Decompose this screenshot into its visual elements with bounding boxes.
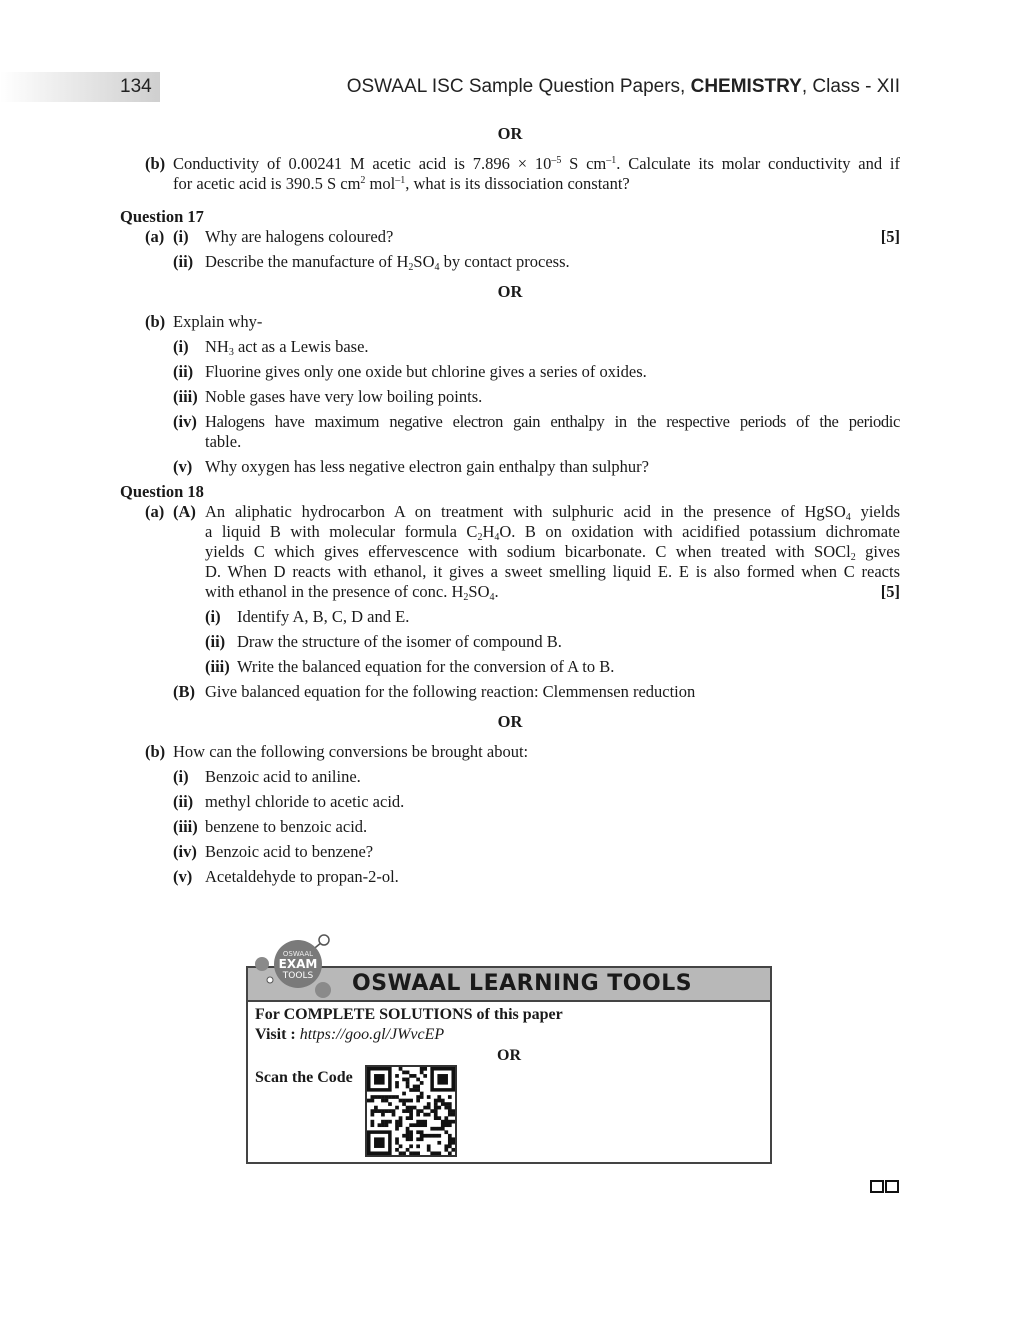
qr-module [399,1144,403,1148]
qr-module [451,1141,455,1145]
q16b-text-1 [173,154,900,174]
qr-module [437,1141,441,1145]
qr-module [420,1134,424,1138]
qr-code[interactable] [365,1065,457,1157]
item-text: Identify A, B, C, D and E. [237,607,410,626]
qr-module [427,1148,431,1152]
qr-module [420,1137,424,1141]
item-label: (iii) [205,657,230,676]
text-run: , what is its dissociation constant? [405,174,630,193]
qr-module [423,1123,427,1127]
text-run: O. B on oxidation with acidified potassium dichromate [499,522,900,541]
qr-module [427,1113,431,1117]
title-subject: CHEMISTRY [690,76,802,97]
superscript: –1 [395,175,406,186]
qr-module [441,1099,445,1103]
qr-module [399,1151,403,1155]
qr-module [427,1102,431,1106]
text-run: for acetic acid is 390.5 S cm [173,174,361,193]
qr-module [395,1123,399,1127]
q18B-label: (B) [173,682,195,701]
qr-module [385,1120,389,1124]
text-run: yields [850,502,900,521]
qr-module [444,1144,448,1148]
item-label: (v) [173,867,193,886]
qr-module [416,1151,420,1155]
qr-module [441,1127,445,1131]
qr-module [409,1137,413,1141]
qr-module [406,1085,410,1089]
item-label: (v) [173,457,193,476]
q18A-text-4: D. When D reacts with ethanol, it gives a sweet smelling liquid E. E is also formed when C reacts [205,562,900,581]
qr-module [409,1099,413,1103]
q17a-i-text: Why are halogens coloured? [205,227,394,246]
qr-module [374,1109,378,1113]
qr-module [367,1099,371,1103]
qr-module [388,1095,392,1099]
item-label: (i) [205,607,221,626]
subscript: 3 [228,347,234,358]
qr-module [413,1074,417,1078]
qr-module [381,1099,385,1103]
qr-module [444,1120,448,1124]
qr-module [434,1109,438,1113]
qr-module [374,1095,378,1099]
text-run: mol [365,174,396,193]
qr-module [392,1113,396,1117]
q18A-text-3 [205,542,900,562]
qr-module [413,1106,417,1110]
qr-module [399,1099,403,1103]
q17a-ii-text [205,252,570,272]
qr-module [416,1137,420,1141]
qr-module [416,1144,420,1148]
qr-module [399,1067,403,1071]
running-title [347,76,900,98]
qr-module [434,1102,438,1106]
qr-module [448,1102,452,1106]
item-text: table. [205,432,242,451]
q18-marks: [5] [880,582,900,601]
superscript: –5 [551,155,562,166]
qr-module [385,1123,389,1127]
qr-module [451,1120,455,1124]
qr-module [402,1102,406,1106]
subscript: 4 [489,592,495,603]
qr-module [385,1099,389,1103]
qr-module [444,1123,448,1127]
qr-module [451,1113,455,1117]
qr-module [427,1095,431,1099]
qr-module [430,1151,434,1155]
qr-module [406,1148,410,1152]
qr-module [413,1123,417,1127]
qr-module [420,1092,424,1096]
subscript: 4 [845,512,851,523]
qr-module [381,1113,385,1117]
item-text: Why oxygen has less negative electron gain enthalpy than sulphur? [205,457,649,476]
qr-module [388,1120,392,1124]
qr-module [409,1074,413,1078]
subscript: 2 [850,552,856,563]
logo-text-1: OSWAAL [282,950,314,958]
or-separator: OR [497,712,523,731]
qr-module [406,1116,410,1120]
q17a-label: (a) [145,227,165,246]
logo-text-3: TOOLS [282,971,314,981]
qr-module [399,1116,403,1120]
q18A-text-2 [205,522,900,542]
item-label: (iv) [173,842,197,861]
qr-module [437,1134,441,1138]
subscript: 2 [463,592,469,603]
text-run: Describe the manufacture of H [205,252,409,271]
qr-module [427,1144,431,1148]
qr-module [395,1120,399,1124]
qr-module [434,1127,438,1131]
q17b-label: (b) [145,312,166,331]
subscript: 2 [477,532,483,543]
text-run: act as a Lewis base. [233,337,369,356]
qr-module [395,1106,399,1110]
text-run: with ethanol in the presence of conc. H [205,582,464,601]
item-label: (ii) [173,792,194,811]
qr-module [413,1088,417,1092]
qr-module [448,1134,452,1138]
qr-module [395,1141,399,1145]
solutions-link[interactable]: https://goo.gl/JWvcEP [299,1026,445,1043]
subscript: 4 [434,262,440,273]
page-number: 134 [120,76,152,97]
visit-line [255,1026,444,1044]
qr-module [437,1106,441,1110]
item-text: Noble gases have very low boiling points. [205,387,483,406]
item-label: (i) [173,767,189,786]
item-text: benzene to benzoic acid. [205,817,368,836]
q17b-text: Explain why- [173,312,263,331]
qr-module [371,1095,375,1099]
qr-module [420,1120,424,1124]
qr-module [399,1120,403,1124]
item-label: (iii) [173,817,198,836]
qr-module [402,1109,406,1113]
end-of-page-mark [870,1180,900,1194]
item-label: (i) [173,337,189,356]
qr-module [392,1095,396,1099]
item-label: (iv) [173,412,197,431]
qr-module [437,1095,441,1099]
qr-module [420,1109,424,1113]
text-run: SO [468,582,490,601]
qr-module [406,1109,410,1113]
qr-module [402,1134,406,1138]
q17a-ii-label: (ii) [173,252,194,271]
qr-module [430,1134,434,1138]
or-separator: OR [497,282,523,301]
text-run: H [482,522,495,541]
item-text: Benzoic acid to benzene? [205,842,374,861]
qr-module [441,1102,445,1106]
qr-module [416,1099,420,1103]
qr-module [381,1123,385,1127]
qr-module [409,1113,413,1117]
qr-module [448,1123,452,1127]
qr-module [434,1099,438,1103]
qr-module [434,1134,438,1138]
qr-module [385,1109,389,1113]
qr-module [444,1102,448,1106]
qr-module [378,1109,382,1113]
item-label: (ii) [173,362,194,381]
item-text: Fluorine gives only one oxide but chlorine gives a series of oxides. [205,362,647,381]
qr-module [430,1109,434,1113]
qr-module [402,1092,406,1096]
qr-module [371,1109,375,1113]
qr-module [444,1106,448,1110]
superscript: 2 [360,175,366,186]
qr-module [423,1113,427,1117]
scan-label: Scan the Code [255,1069,353,1086]
q18B-text: Give balanced equation for the following reaction: Clemmensen reduction [205,682,696,701]
q18a-label: (a) [145,502,165,521]
tools-or: OR [497,1047,521,1064]
qr-module [416,1130,420,1134]
qr-module [409,1130,413,1134]
qr-module [448,1113,452,1117]
qr-module [374,1074,385,1085]
item-text: methyl chloride to acetic acid. [205,792,405,811]
qr-module [416,1085,420,1089]
qr-module [416,1123,420,1127]
q18b-label: (b) [145,742,166,761]
qr-module [395,1085,399,1089]
qr-module [409,1106,413,1110]
page-header [0,72,1020,104]
qr-module [434,1151,438,1155]
qr-module [416,1113,420,1117]
qr-module [427,1106,431,1110]
qr-module [444,1130,448,1134]
q17-marks: [5] [880,227,900,246]
text-run: a liquid B with molecular formula C [205,522,478,541]
qr-module [413,1085,417,1089]
qr-module [402,1071,406,1075]
q18A-text-5 [205,582,499,602]
item-text: Write the balanced equation for the conversion of A to B. [237,657,615,676]
qr-module [416,1109,420,1113]
qr-module [406,1081,410,1085]
qr-module [378,1123,382,1127]
qr-module [437,1099,441,1103]
qr-module [406,1099,410,1103]
qr-module [420,1123,424,1127]
qr-module [448,1137,452,1141]
qr-module [409,1109,413,1113]
qr-module [423,1106,427,1110]
qr-module [451,1109,455,1113]
qr-module [437,1151,441,1155]
logo-text-2: EXAM [278,957,318,971]
qr-module [406,1134,410,1138]
qr-module [448,1141,452,1145]
qr-module [406,1078,410,1082]
qr-module [437,1127,441,1131]
text-run: S cm [561,154,607,173]
qr-module [420,1071,424,1075]
item-text: Draw the structure of the isomer of compound B. [237,632,562,651]
qr-module [430,1127,434,1131]
qr-module [444,1148,448,1152]
qr-module [395,1095,399,1099]
text-run: SO [413,252,435,271]
q16b-text-2 [173,174,630,194]
item-text: Benzoic acid to aniline. [205,767,361,786]
qr-module [371,1099,375,1103]
qr-module [399,1123,403,1127]
qr-code-icon [367,1067,455,1155]
item-label: (ii) [205,632,226,651]
qr-module [420,1081,424,1085]
subscript: 4 [494,532,500,543]
qr-module [381,1109,385,1113]
qr-module [423,1067,427,1071]
qr-module [409,1123,413,1127]
oswaal-exam-tools-logo [250,932,334,998]
qr-module [378,1095,382,1099]
qr-module [395,1081,399,1085]
qr-module [434,1116,438,1120]
qr-module [451,1148,455,1152]
qr-module [441,1123,445,1127]
qr-module [371,1113,375,1117]
qr-module [434,1113,438,1117]
qr-module [392,1109,396,1113]
qr-module [371,1123,375,1127]
qr-module [448,1151,452,1155]
q18b-text: How can the following conversions be brought about: [173,742,529,761]
qr-module [437,1116,441,1120]
qr-module [374,1137,385,1148]
qr-module [409,1088,413,1092]
qr-module [451,1137,455,1141]
qr-module [381,1120,385,1124]
question-18-heading: Question 18 [120,482,204,501]
item-text: Acetaldehyde to propan-2-ol. [205,867,399,886]
title-suffix: , Class - XII [801,76,900,97]
superscript: –1 [606,155,617,166]
qr-module [416,1095,420,1099]
qr-module [385,1095,389,1099]
qr-module [406,1127,410,1131]
qr-module [388,1109,392,1113]
learning-tools-title: OSWAAL LEARNING TOOLS [352,971,693,996]
qr-module [416,1088,420,1092]
text-run: gives [855,542,900,561]
qr-module [395,1127,399,1131]
qr-module [381,1095,385,1099]
qr-module [423,1134,427,1138]
qr-module [420,1067,424,1071]
qr-module [371,1120,375,1124]
q18A-text-1 [205,502,900,522]
qr-module [402,1099,406,1103]
qr-module [448,1106,452,1110]
text-run: An aliphatic hydrocarbon A on treatment with sulphuric acid in the presence of HgSO [205,502,846,521]
complete-solutions-line: For COMPLETE SOLUTIONS of this paper [255,1006,563,1023]
q17a-i-label: (i) [173,227,189,246]
item-text: Halogens have maximum negative electron gain enthalpy in the respective periods of the periodic [205,412,900,431]
item-text [205,337,369,357]
qr-module [395,1074,399,1078]
qr-module [434,1106,438,1110]
subscript: 2 [408,262,414,273]
qr-module [374,1106,378,1110]
qr-module [406,1106,410,1110]
title-prefix: OSWAAL ISC Sample Question Papers, [346,76,691,97]
qr-module [423,1074,427,1078]
qr-module [409,1134,413,1138]
text-run: yields C which gives effervescence with sodium bicarbonate. C when treated with SOCl [205,542,851,561]
qr-module [420,1095,424,1099]
question-17-heading: Question 17 [120,207,204,226]
qr-module [406,1137,410,1141]
qr-module [388,1102,392,1106]
visit-label: Visit : [255,1026,300,1043]
qr-module [423,1120,427,1124]
item-label: (iii) [173,387,198,406]
qr-module [402,1151,406,1155]
qr-module [448,1095,452,1099]
text-run: by contact process. [439,252,570,271]
text-run: . [494,582,499,601]
qr-module [413,1151,417,1155]
text-run: Conductivity of 0.00241 M acetic acid is 7.896 × 10 [173,154,552,173]
text-run: . Calculate its molar conductivity and if [616,154,900,173]
qr-module [409,1144,413,1148]
text-run: NH [205,337,229,356]
qr-module [406,1071,410,1075]
qr-module [420,1130,424,1134]
qr-module [395,1137,399,1141]
or-separator: OR [497,124,523,143]
qr-module [437,1074,448,1085]
qr-module [441,1120,445,1124]
qr-module [448,1120,452,1124]
qr-module [448,1144,452,1148]
qr-module [416,1120,420,1124]
qr-module [406,1130,410,1134]
qr-module [409,1116,413,1120]
q18A-label: (A) [173,502,196,521]
qr-module [409,1151,413,1155]
qr-module [416,1078,420,1082]
qr-module [402,1078,406,1082]
qr-module [444,1116,448,1120]
qr-module [448,1109,452,1113]
qr-module [427,1134,431,1138]
q16b-label: (b) [145,154,166,173]
qr-module [395,1148,399,1152]
